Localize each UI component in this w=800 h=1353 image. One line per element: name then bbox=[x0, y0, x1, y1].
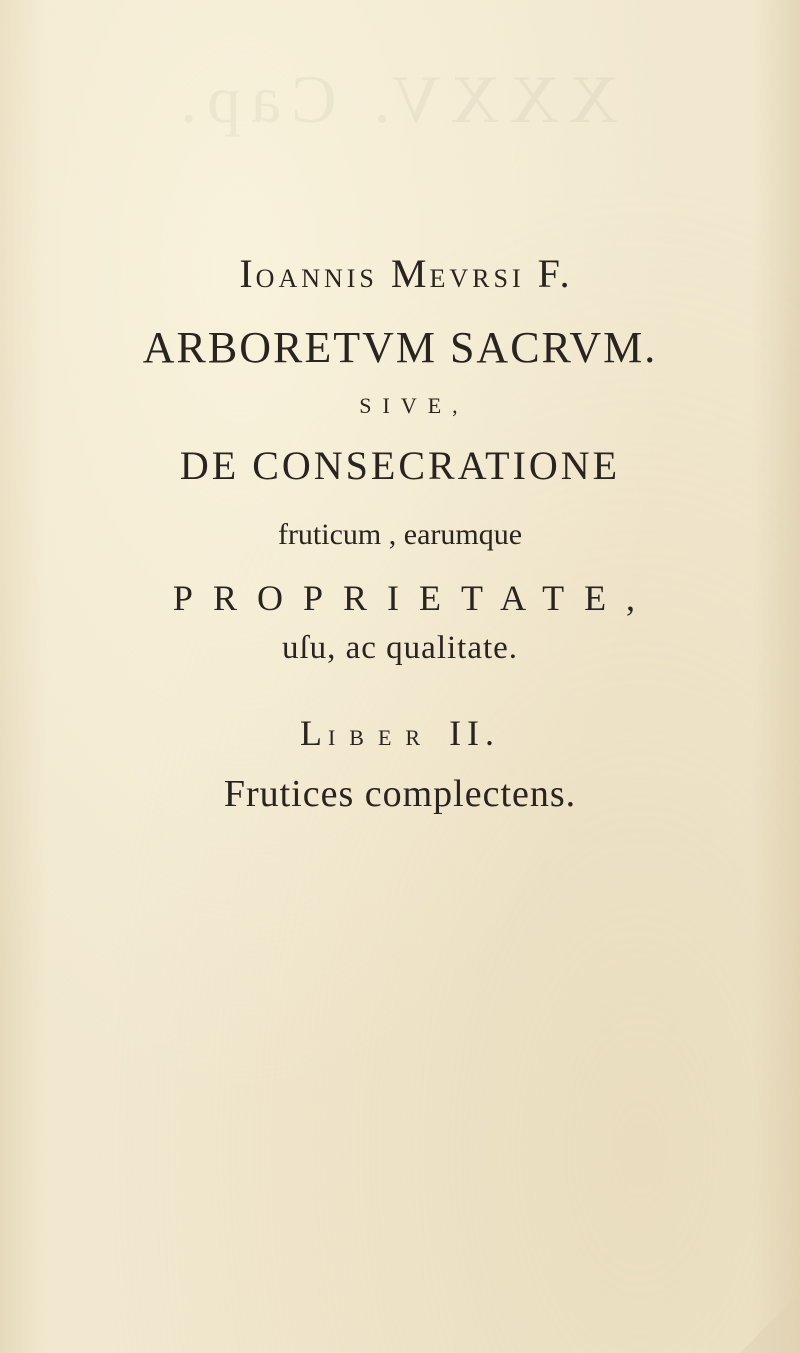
liber-number: II. bbox=[449, 713, 501, 753]
author-line bbox=[0, 250, 800, 297]
author-first-rest: OANNIS bbox=[255, 264, 378, 293]
liber-rest: IBER bbox=[327, 725, 435, 750]
subtitle-fruticum: fruticum , earumque bbox=[277, 518, 523, 551]
sive-line: SIVE, bbox=[359, 393, 469, 418]
subtitle-consecratione: DE CONSECRATIONE bbox=[179, 443, 621, 488]
subtitle-usu: uſu, ac qualitate. bbox=[281, 630, 519, 666]
liber-initial: L bbox=[299, 713, 328, 753]
frutices-line: Frutices complectens. bbox=[223, 773, 577, 815]
subtitle-proprietate: PROPRIETATE, bbox=[172, 578, 656, 618]
book-title: ARBORETVM SACRVM. bbox=[142, 323, 658, 372]
author-suffix: F. bbox=[537, 251, 573, 296]
liber-line bbox=[0, 712, 800, 754]
author-first-initial: I bbox=[239, 251, 256, 296]
author-last-initial: M bbox=[390, 251, 430, 296]
page-corner-fold bbox=[740, 1293, 800, 1353]
bleed-through-text: XXXV. Cap. bbox=[170, 61, 619, 137]
author-last-rest: EVRSI bbox=[429, 264, 525, 293]
